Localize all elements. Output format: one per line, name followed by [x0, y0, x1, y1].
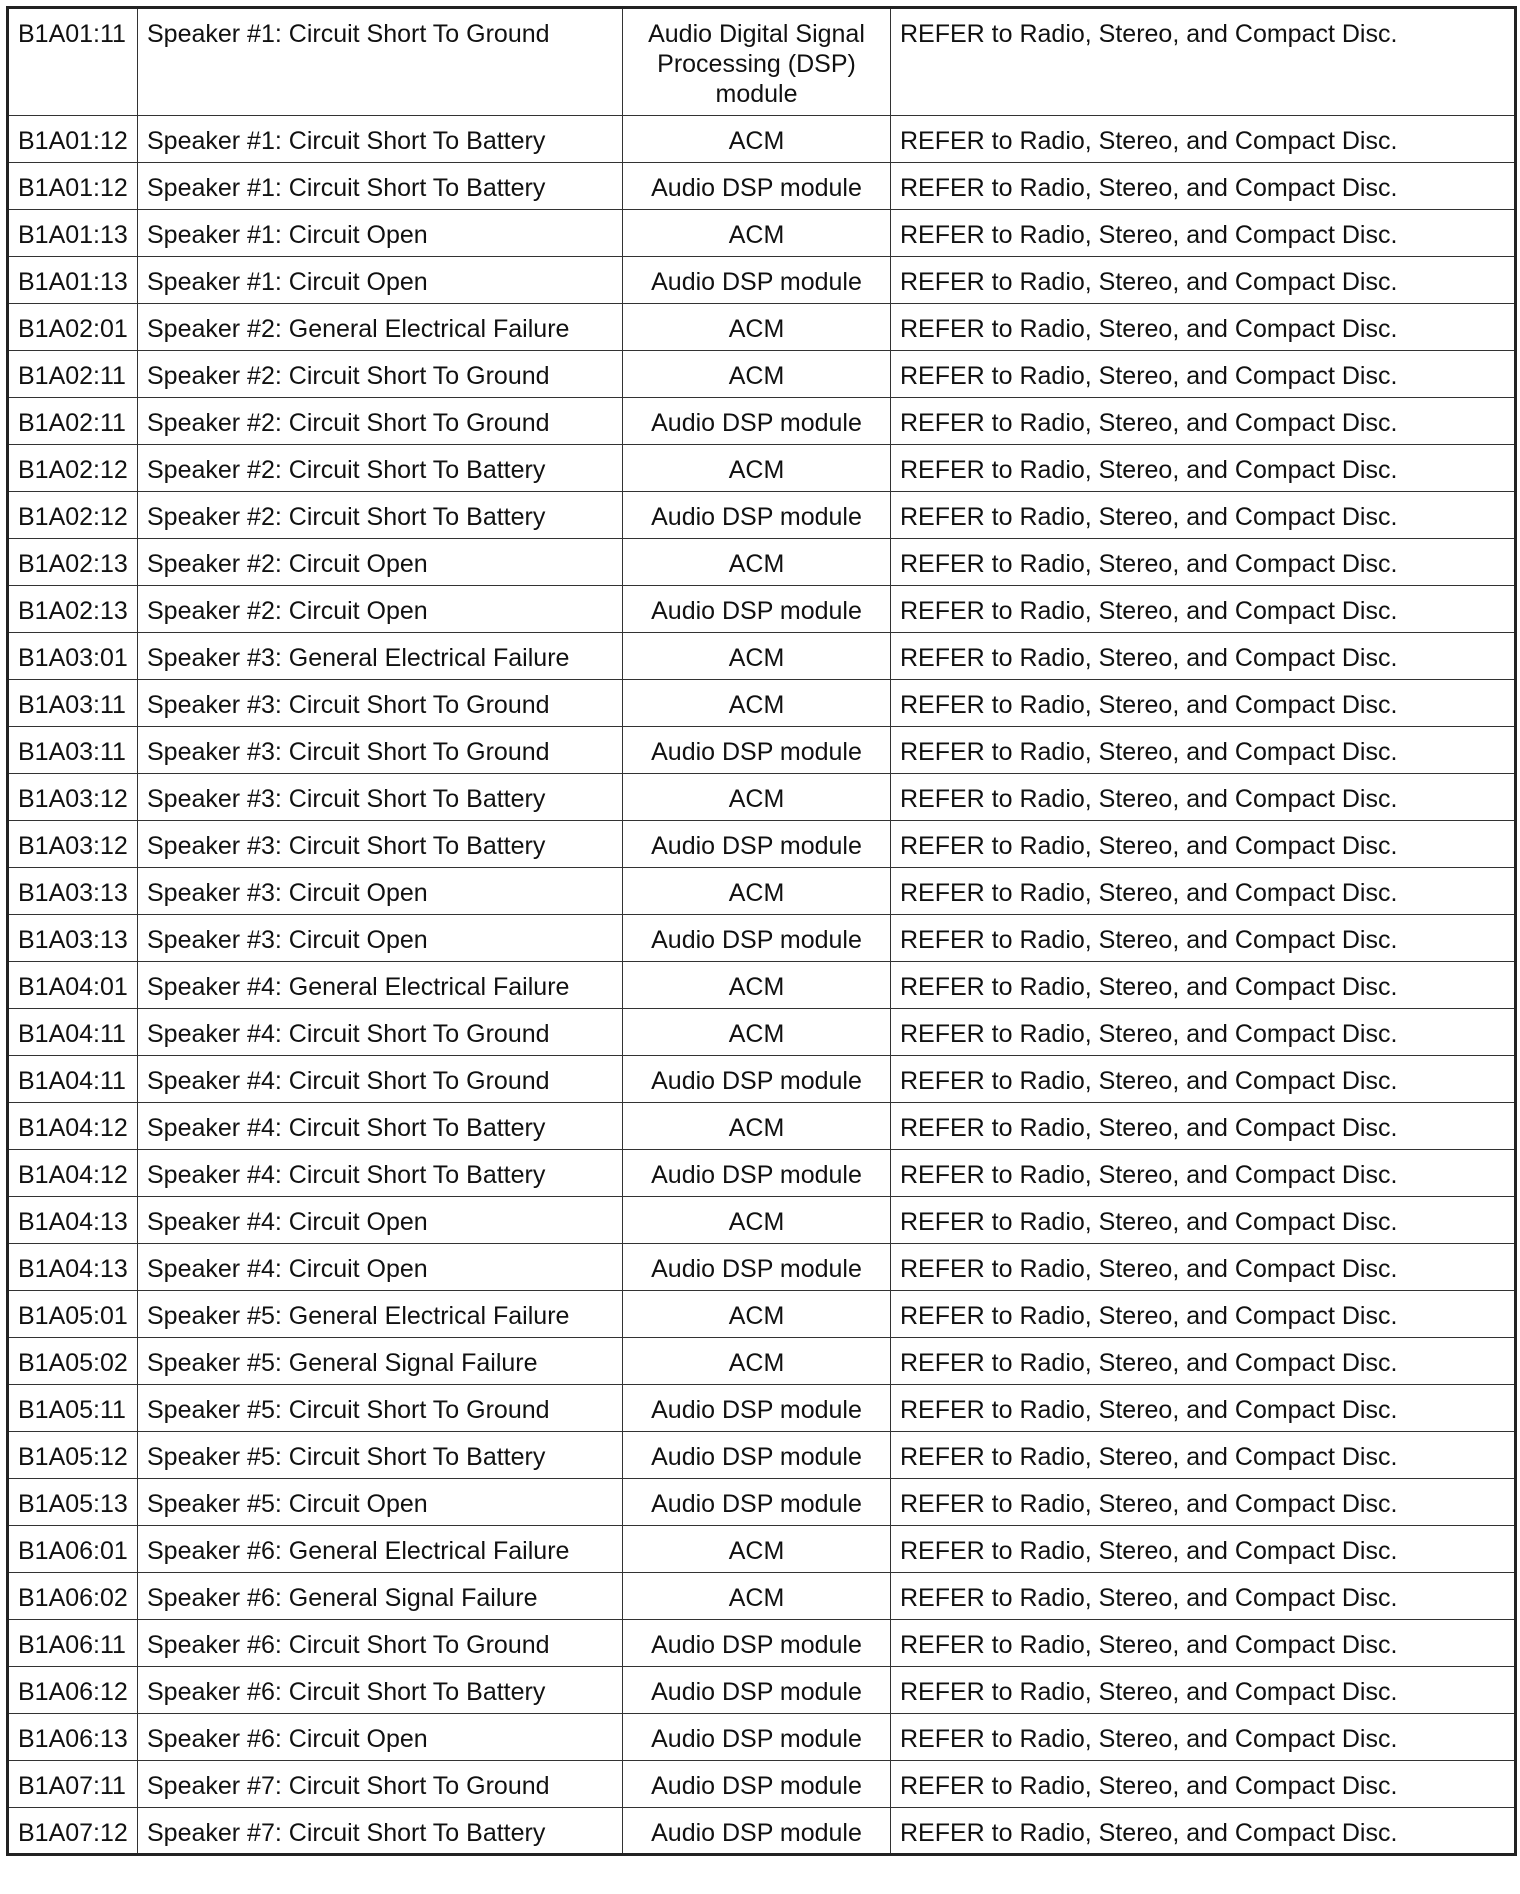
dtc-code-cell: B1A03:01	[8, 633, 138, 680]
dtc-action-cell: REFER to Radio, Stereo, and Compact Disc.	[891, 1009, 1516, 1056]
table-row	[8, 1667, 1516, 1714]
table-row	[8, 868, 1516, 915]
dtc-code-cell: B1A04:11	[8, 1056, 138, 1103]
dtc-action-cell: REFER to Radio, Stereo, and Compact Disc.	[891, 1761, 1516, 1808]
dtc-action-cell: REFER to Radio, Stereo, and Compact Disc.	[891, 116, 1516, 163]
dtc-action-cell: REFER to Radio, Stereo, and Compact Disc.	[891, 1291, 1516, 1338]
dtc-code-cell: B1A04:13	[8, 1244, 138, 1291]
dtc-description-cell: Speaker #3: Circuit Short To Battery	[138, 774, 623, 821]
dtc-action-cell: REFER to Radio, Stereo, and Compact Disc.	[891, 774, 1516, 821]
table-row	[8, 1526, 1516, 1573]
dtc-module-cell: Audio DSP module	[623, 1385, 891, 1432]
dtc-module-cell: Audio DSP module	[623, 257, 891, 304]
table-row	[8, 1197, 1516, 1244]
dtc-module-cell: ACM	[623, 304, 891, 351]
dtc-description-cell: Speaker #5: Circuit Short To Ground	[138, 1385, 623, 1432]
dtc-action-cell: REFER to Radio, Stereo, and Compact Disc.	[891, 1526, 1516, 1573]
table-row	[8, 680, 1516, 727]
dtc-action-cell: REFER to Radio, Stereo, and Compact Disc.	[891, 539, 1516, 586]
dtc-module-cell: ACM	[623, 1197, 891, 1244]
dtc-description-cell: Speaker #1: Circuit Open	[138, 257, 623, 304]
table-row	[8, 257, 1516, 304]
dtc-code-cell: B1A06:13	[8, 1714, 138, 1761]
dtc-code-cell: B1A02:01	[8, 304, 138, 351]
dtc-module-cell: Audio DSP module	[623, 727, 891, 774]
dtc-code-cell: B1A04:01	[8, 962, 138, 1009]
dtc-description-cell: Speaker #2: Circuit Open	[138, 586, 623, 633]
dtc-action-cell: REFER to Radio, Stereo, and Compact Disc.	[891, 821, 1516, 868]
table-row	[8, 1291, 1516, 1338]
dtc-table-body	[8, 8, 1516, 1855]
table-row	[8, 116, 1516, 163]
dtc-description-cell: Speaker #3: Circuit Short To Battery	[138, 821, 623, 868]
dtc-description-cell: Speaker #4: Circuit Short To Ground	[138, 1056, 623, 1103]
dtc-code-cell: B1A02:12	[8, 492, 138, 539]
dtc-module-cell: ACM	[623, 210, 891, 257]
dtc-action-cell: REFER to Radio, Stereo, and Compact Disc.	[891, 1432, 1516, 1479]
dtc-code-cell: B1A04:13	[8, 1197, 138, 1244]
dtc-code-cell: B1A06:11	[8, 1620, 138, 1667]
dtc-action-cell: REFER to Radio, Stereo, and Compact Disc.	[891, 1338, 1516, 1385]
dtc-description-cell: Speaker #6: Circuit Open	[138, 1714, 623, 1761]
dtc-code-cell: B1A03:12	[8, 821, 138, 868]
dtc-module-cell: ACM	[623, 680, 891, 727]
dtc-description-cell: Speaker #7: Circuit Short To Ground	[138, 1761, 623, 1808]
dtc-action-cell: REFER to Radio, Stereo, and Compact Disc.	[891, 1573, 1516, 1620]
dtc-action-cell: REFER to Radio, Stereo, and Compact Disc.	[891, 210, 1516, 257]
dtc-description-cell: Speaker #2: Circuit Short To Ground	[138, 351, 623, 398]
dtc-module-cell: Audio DSP module	[623, 492, 891, 539]
dtc-code-cell: B1A03:13	[8, 868, 138, 915]
dtc-description-cell: Speaker #2: Circuit Short To Battery	[138, 445, 623, 492]
dtc-code-cell: B1A06:12	[8, 1667, 138, 1714]
table-row	[8, 539, 1516, 586]
dtc-code-cell: B1A01:12	[8, 163, 138, 210]
table-row	[8, 633, 1516, 680]
table-row	[8, 1103, 1516, 1150]
dtc-action-cell: REFER to Radio, Stereo, and Compact Disc.	[891, 1056, 1516, 1103]
dtc-description-cell: Speaker #3: Circuit Open	[138, 915, 623, 962]
dtc-module-cell: Audio DSP module	[623, 1714, 891, 1761]
dtc-module-cell: Audio DSP module	[623, 915, 891, 962]
dtc-module-cell: ACM	[623, 1338, 891, 1385]
dtc-description-cell: Speaker #6: General Electrical Failure	[138, 1526, 623, 1573]
dtc-description-cell: Speaker #1: Circuit Short To Battery	[138, 116, 623, 163]
table-row	[8, 821, 1516, 868]
dtc-description-cell: Speaker #2: Circuit Short To Battery	[138, 492, 623, 539]
dtc-module-cell: ACM	[623, 1291, 891, 1338]
dtc-action-cell: REFER to Radio, Stereo, and Compact Disc.	[891, 445, 1516, 492]
dtc-description-cell: Speaker #3: General Electrical Failure	[138, 633, 623, 680]
table-row	[8, 727, 1516, 774]
dtc-action-cell: REFER to Radio, Stereo, and Compact Disc.	[891, 586, 1516, 633]
table-row	[8, 8, 1516, 116]
dtc-description-cell: Speaker #7: Circuit Short To Battery	[138, 1808, 623, 1855]
dtc-description-cell: Speaker #5: General Electrical Failure	[138, 1291, 623, 1338]
dtc-module-cell: Audio DSP module	[623, 1808, 891, 1855]
dtc-code-cell: B1A04:12	[8, 1150, 138, 1197]
table-row	[8, 163, 1516, 210]
dtc-module-cell: ACM	[623, 1009, 891, 1056]
dtc-action-cell: REFER to Radio, Stereo, and Compact Disc.	[891, 398, 1516, 445]
table-row	[8, 1479, 1516, 1526]
dtc-action-cell: REFER to Radio, Stereo, and Compact Disc.	[891, 1667, 1516, 1714]
dtc-module-cell: ACM	[623, 774, 891, 821]
dtc-action-cell: REFER to Radio, Stereo, and Compact Disc.	[891, 492, 1516, 539]
dtc-code-cell: B1A05:12	[8, 1432, 138, 1479]
dtc-module-cell: Audio DSP module	[623, 1432, 891, 1479]
dtc-description-cell: Speaker #4: General Electrical Failure	[138, 962, 623, 1009]
dtc-module-cell: Audio DSP module	[623, 1667, 891, 1714]
dtc-module-cell: Audio DSP module	[623, 163, 891, 210]
dtc-module-cell: Audio DSP module	[623, 1150, 891, 1197]
dtc-code-cell: B1A03:13	[8, 915, 138, 962]
dtc-table	[6, 6, 1517, 1856]
dtc-description-cell: Speaker #5: General Signal Failure	[138, 1338, 623, 1385]
dtc-action-cell: REFER to Radio, Stereo, and Compact Disc.	[891, 304, 1516, 351]
dtc-description-cell: Speaker #6: Circuit Short To Ground	[138, 1620, 623, 1667]
dtc-description-cell: Speaker #1: Circuit Short To Battery	[138, 163, 623, 210]
table-row	[8, 915, 1516, 962]
dtc-code-cell: B1A02:13	[8, 539, 138, 586]
dtc-module-cell: ACM	[623, 1573, 891, 1620]
dtc-description-cell: Speaker #4: Circuit Short To Ground	[138, 1009, 623, 1056]
dtc-action-cell: REFER to Radio, Stereo, and Compact Disc.	[891, 163, 1516, 210]
dtc-description-cell: Speaker #1: Circuit Short To Ground	[138, 8, 623, 116]
dtc-description-cell: Speaker #3: Circuit Short To Ground	[138, 727, 623, 774]
dtc-action-cell: REFER to Radio, Stereo, and Compact Disc.	[891, 1808, 1516, 1855]
dtc-code-cell: B1A01:11	[8, 8, 138, 116]
dtc-description-cell: Speaker #1: Circuit Open	[138, 210, 623, 257]
dtc-code-cell: B1A03:11	[8, 680, 138, 727]
dtc-action-cell: REFER to Radio, Stereo, and Compact Disc.	[891, 1197, 1516, 1244]
dtc-description-cell: Speaker #3: Circuit Open	[138, 868, 623, 915]
dtc-module-cell: Audio DSP module	[623, 1761, 891, 1808]
dtc-module-cell: ACM	[623, 539, 891, 586]
dtc-code-cell: B1A02:12	[8, 445, 138, 492]
table-row	[8, 962, 1516, 1009]
dtc-code-cell: B1A05:02	[8, 1338, 138, 1385]
table-row	[8, 351, 1516, 398]
dtc-description-cell: Speaker #6: Circuit Short To Battery	[138, 1667, 623, 1714]
dtc-action-cell: REFER to Radio, Stereo, and Compact Disc.	[891, 680, 1516, 727]
dtc-code-cell: B1A03:12	[8, 774, 138, 821]
dtc-action-cell: REFER to Radio, Stereo, and Compact Disc.	[891, 1103, 1516, 1150]
dtc-module-cell: Audio DSP module	[623, 398, 891, 445]
dtc-module-cell: Audio DSP module	[623, 1479, 891, 1526]
table-row	[8, 1808, 1516, 1855]
table-row	[8, 1056, 1516, 1103]
dtc-action-cell: REFER to Radio, Stereo, and Compact Disc.	[891, 1244, 1516, 1291]
dtc-action-cell: REFER to Radio, Stereo, and Compact Disc.	[891, 1620, 1516, 1667]
dtc-code-cell: B1A01:13	[8, 210, 138, 257]
dtc-action-cell: REFER to Radio, Stereo, and Compact Disc.	[891, 633, 1516, 680]
table-row	[8, 1385, 1516, 1432]
dtc-action-cell: REFER to Radio, Stereo, and Compact Disc.	[891, 1385, 1516, 1432]
dtc-module-cell: Audio DSP module	[623, 1620, 891, 1667]
table-row	[8, 1620, 1516, 1667]
table-row	[8, 445, 1516, 492]
dtc-action-cell: REFER to Radio, Stereo, and Compact Disc.	[891, 8, 1516, 116]
dtc-code-cell: B1A01:13	[8, 257, 138, 304]
dtc-description-cell: Speaker #2: Circuit Short To Ground	[138, 398, 623, 445]
dtc-description-cell: Speaker #2: Circuit Open	[138, 539, 623, 586]
table-row	[8, 492, 1516, 539]
dtc-action-cell: REFER to Radio, Stereo, and Compact Disc.	[891, 962, 1516, 1009]
dtc-action-cell: REFER to Radio, Stereo, and Compact Disc.	[891, 351, 1516, 398]
table-row	[8, 1338, 1516, 1385]
table-row	[8, 774, 1516, 821]
dtc-description-cell: Speaker #6: General Signal Failure	[138, 1573, 623, 1620]
dtc-module-cell: ACM	[623, 1526, 891, 1573]
dtc-module-cell: ACM	[623, 351, 891, 398]
dtc-code-cell: B1A04:12	[8, 1103, 138, 1150]
dtc-module-cell: ACM	[623, 445, 891, 492]
dtc-description-cell: Speaker #2: General Electrical Failure	[138, 304, 623, 351]
dtc-code-cell: B1A01:12	[8, 116, 138, 163]
dtc-description-cell: Speaker #4: Circuit Open	[138, 1197, 623, 1244]
dtc-description-cell: Speaker #5: Circuit Open	[138, 1479, 623, 1526]
table-row	[8, 1714, 1516, 1761]
dtc-code-cell: B1A02:11	[8, 351, 138, 398]
dtc-module-cell: Audio DSP module	[623, 1056, 891, 1103]
dtc-action-cell: REFER to Radio, Stereo, and Compact Disc.	[891, 257, 1516, 304]
dtc-code-cell: B1A05:11	[8, 1385, 138, 1432]
dtc-description-cell: Speaker #4: Circuit Short To Battery	[138, 1103, 623, 1150]
dtc-action-cell: REFER to Radio, Stereo, and Compact Disc.	[891, 1150, 1516, 1197]
dtc-module-cell: ACM	[623, 962, 891, 1009]
table-row	[8, 1761, 1516, 1808]
dtc-code-cell: B1A06:02	[8, 1573, 138, 1620]
dtc-module-cell: ACM	[623, 1103, 891, 1150]
dtc-action-cell: REFER to Radio, Stereo, and Compact Disc.	[891, 915, 1516, 962]
dtc-description-cell: Speaker #5: Circuit Short To Battery	[138, 1432, 623, 1479]
dtc-module-cell: Audio Digital Signal Processing (DSP) module	[623, 8, 891, 116]
dtc-module-cell: Audio DSP module	[623, 586, 891, 633]
table-row	[8, 210, 1516, 257]
dtc-action-cell: REFER to Radio, Stereo, and Compact Disc.	[891, 727, 1516, 774]
table-row	[8, 1150, 1516, 1197]
table-row	[8, 1009, 1516, 1056]
dtc-code-cell: B1A07:11	[8, 1761, 138, 1808]
table-row	[8, 1244, 1516, 1291]
table-row	[8, 398, 1516, 445]
dtc-description-cell: Speaker #4: Circuit Short To Battery	[138, 1150, 623, 1197]
dtc-module-cell: ACM	[623, 633, 891, 680]
table-row	[8, 304, 1516, 351]
dtc-action-cell: REFER to Radio, Stereo, and Compact Disc.	[891, 868, 1516, 915]
dtc-code-cell: B1A02:11	[8, 398, 138, 445]
table-row	[8, 1432, 1516, 1479]
dtc-code-cell: B1A05:01	[8, 1291, 138, 1338]
dtc-module-cell: ACM	[623, 868, 891, 915]
table-row	[8, 1573, 1516, 1620]
dtc-code-cell: B1A04:11	[8, 1009, 138, 1056]
dtc-module-cell: Audio DSP module	[623, 1244, 891, 1291]
dtc-code-cell: B1A07:12	[8, 1808, 138, 1855]
table-row	[8, 586, 1516, 633]
dtc-code-cell: B1A06:01	[8, 1526, 138, 1573]
dtc-code-cell: B1A02:13	[8, 586, 138, 633]
dtc-action-cell: REFER to Radio, Stereo, and Compact Disc.	[891, 1714, 1516, 1761]
dtc-description-cell: Speaker #4: Circuit Open	[138, 1244, 623, 1291]
dtc-code-cell: B1A03:11	[8, 727, 138, 774]
dtc-module-cell: ACM	[623, 116, 891, 163]
dtc-module-cell: Audio DSP module	[623, 821, 891, 868]
dtc-action-cell: REFER to Radio, Stereo, and Compact Disc.	[891, 1479, 1516, 1526]
dtc-description-cell: Speaker #3: Circuit Short To Ground	[138, 680, 623, 727]
dtc-code-cell: B1A05:13	[8, 1479, 138, 1526]
